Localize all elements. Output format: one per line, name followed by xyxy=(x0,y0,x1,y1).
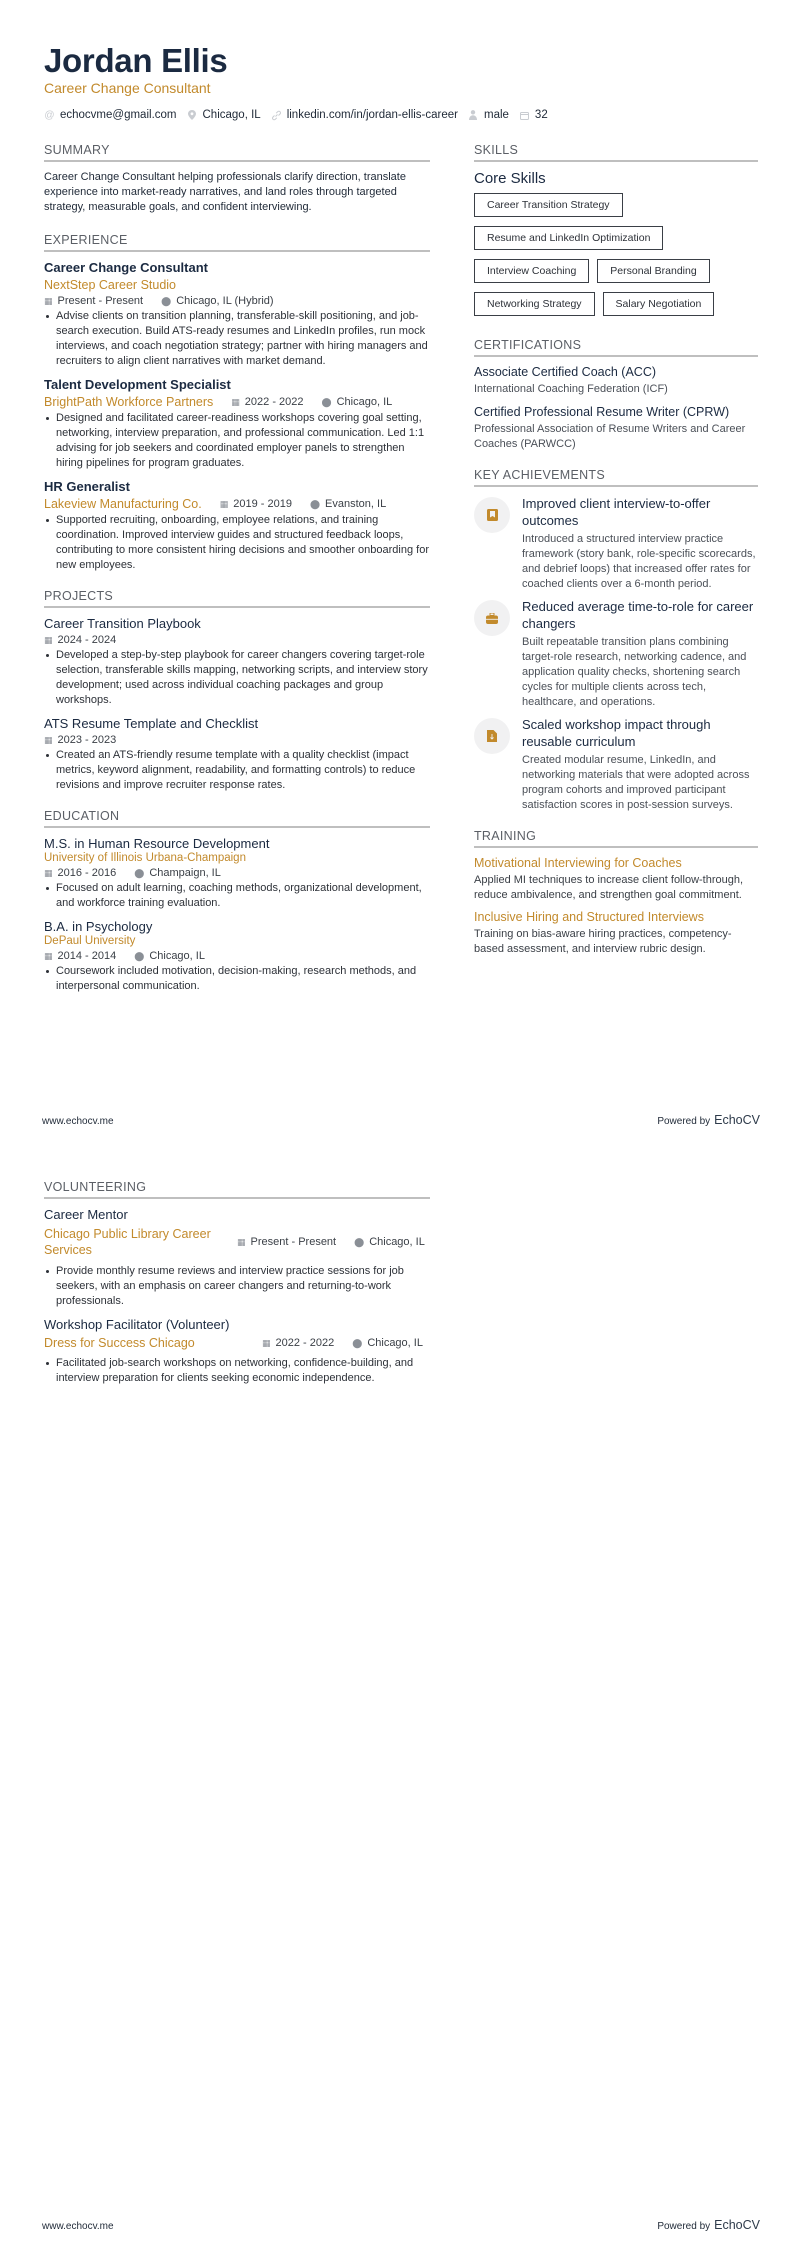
job-meta xyxy=(44,295,430,307)
school: DePaul University xyxy=(44,935,136,947)
brand-logo: EchoCV xyxy=(714,1113,760,1127)
contact-bar xyxy=(44,109,548,121)
volunteer-dates: 2022 - 2022 xyxy=(275,1337,335,1349)
candidate-name: Jordan Ellis xyxy=(44,42,228,79)
calendar-icon: ▦ xyxy=(44,634,53,645)
experience-item xyxy=(44,260,430,369)
location-pin-icon: ⬤ xyxy=(354,1236,365,1247)
section-title-experience: EXPERIENCE xyxy=(44,233,430,252)
calendar-icon: ▦ xyxy=(237,1236,246,1247)
degree: B.A. in Psychology xyxy=(44,919,153,934)
achievement-desc: Created modular resume, LinkedIn, and networking materials that were adopted across program cohorts and improved participant satisfaction scores in post-session surveys. xyxy=(522,754,750,811)
volunteer-org-meta xyxy=(44,1226,430,1258)
achievement-item xyxy=(474,716,758,813)
project-bullet: Created an ATS-friendly resume template with a quality checklist (impact metrics, keyword alignment, readability, and formatting controls) to reduce revisions and improve recruiter response rates. xyxy=(44,748,430,793)
project-bullet: Developed a step-by-step playbook for career changers covering target-role selection, transferable skills mapping, networking scripts, and interview story development; used across individual coaching packages and group workshops. xyxy=(44,648,430,708)
candidate-headline: Career Change Consultant xyxy=(44,80,211,96)
job-role: Talent Development Specialist xyxy=(44,377,231,392)
project-item xyxy=(44,616,430,708)
contact-email-text: echocvme@gmail.com xyxy=(60,109,177,121)
achievement-desc: Built repeatable transition plans combining target-role research, networking cadence, and application quality checks, shortening search cycles for multiple clients across tech, healthcare, and operations. xyxy=(522,636,747,708)
achievement-item xyxy=(474,598,758,710)
volunteer-location: Chicago, IL xyxy=(367,1337,423,1349)
achievement-title: Reduced average time-to-role for career changers xyxy=(522,599,754,631)
volunteer-org-meta xyxy=(44,1336,430,1350)
resume-page-2 xyxy=(0,1123,794,2246)
person-icon xyxy=(468,110,479,120)
job-role: Career Change Consultant xyxy=(44,260,208,275)
education-meta xyxy=(44,867,430,879)
skill-chip: Personal Branding xyxy=(597,259,709,283)
contact-location-text: Chicago, IL xyxy=(202,109,261,121)
section-title-projects: PROJECTS xyxy=(44,589,430,608)
cert-issuer: International Coaching Federation (ICF) xyxy=(474,383,668,395)
section-title-education: EDUCATION xyxy=(44,809,430,828)
education-location: Champaign, IL xyxy=(149,867,221,879)
location-pin-icon: ⬤ xyxy=(134,950,145,961)
summary-text: Career Change Consultant helping professionals clarify direction, translate experience into market-ready narratives, and land roles through targeted strategy, measurable goals, and confident interviewing. xyxy=(44,171,406,213)
projects-section xyxy=(44,589,430,793)
education-item xyxy=(44,919,430,994)
volunteer-org: Chicago Public Library Career Services xyxy=(44,1227,211,1257)
job-dates: 2019 - 2019 xyxy=(233,498,292,510)
project-item xyxy=(44,716,430,793)
summary-section xyxy=(44,143,430,215)
left-column-page-2 xyxy=(44,1180,430,1400)
experience-item xyxy=(44,377,430,471)
location-pin-icon: ⬤ xyxy=(134,867,145,878)
job-location: Evanston, IL xyxy=(325,498,387,510)
calendar-icon: ▦ xyxy=(262,1337,271,1348)
job-role: HR Generalist xyxy=(44,479,130,494)
contact-linkedin-text: linkedin.com/in/jordan-ellis-career xyxy=(286,109,458,121)
link-icon xyxy=(271,110,282,121)
right-column xyxy=(474,143,758,971)
training-name: Inclusive Hiring and Structured Interviews xyxy=(474,910,704,924)
calendar-icon: ▦ xyxy=(231,396,240,407)
cert-issuer: Professional Association of Resume Writers and Career Coaches (PARWCC) xyxy=(474,423,746,450)
experience-item xyxy=(44,479,430,573)
section-title-volunteering: VOLUNTEERING xyxy=(44,1180,430,1199)
project-meta xyxy=(44,734,430,746)
calendar-icon: ▦ xyxy=(44,734,53,745)
contact-age-text: 32 xyxy=(534,109,548,121)
training-desc: Applied MI techniques to increase client follow-through, reduce ambivalence, and strengthen goal commitment. xyxy=(474,874,744,901)
job-org-meta xyxy=(44,497,430,511)
certifications-section xyxy=(474,338,758,452)
calendar-icon: ▦ xyxy=(44,950,53,961)
project-dates: 2023 - 2023 xyxy=(57,734,117,746)
calendar-icon xyxy=(519,111,530,120)
location-pin-icon: ⬤ xyxy=(321,396,332,407)
project-meta xyxy=(44,634,430,646)
education-item xyxy=(44,836,430,911)
job-bullet: Supported recruiting, onboarding, employee relations, and training coordination. Improved interview guides and structured feedback loops, contributing to more consistent hiring decisions and smoother onboarding for new employees. xyxy=(44,513,430,573)
volunteer-bullet: Facilitated job-search workshops on networking, confidence-building, and interview preparation for clients seeking economic independence. xyxy=(44,1356,430,1386)
job-location: Chicago, IL xyxy=(336,396,393,408)
section-title-skills: SKILLS xyxy=(474,143,758,162)
document-icon xyxy=(474,718,510,754)
education-meta xyxy=(44,950,430,962)
achievement-title: Scaled workshop impact through reusable curriculum xyxy=(522,717,711,749)
volunteer-bullet: Provide monthly resume reviews and interview practice sessions for job seekers, with an emphasis on career changers and returning-to-work professionals. xyxy=(44,1264,430,1309)
location-pin-icon: ⬤ xyxy=(161,295,172,306)
volunteer-dates: Present - Present xyxy=(250,1236,337,1248)
footer-website[interactable]: www.echocv.me xyxy=(42,2221,114,2232)
achievement-title: Improved client interview-to-offer outcomes xyxy=(522,496,711,528)
contact-gender-text: male xyxy=(483,109,509,121)
section-title-training: TRAINING xyxy=(474,829,758,848)
training-name: Motivational Interviewing for Coaches xyxy=(474,856,682,870)
contact-gender xyxy=(468,109,509,121)
section-title-achievements: KEY ACHIEVEMENTS xyxy=(474,468,758,487)
skills-list xyxy=(474,193,758,316)
job-dates: 2022 - 2022 xyxy=(244,396,304,408)
education-location: Chicago, IL xyxy=(149,950,205,962)
cert-name: Certified Professional Resume Writer (CPRW) xyxy=(474,405,730,419)
section-title-summary: SUMMARY xyxy=(44,143,430,162)
volunteer-item xyxy=(44,1317,430,1386)
at-icon: @ xyxy=(44,109,55,121)
education-bullet: Coursework included motivation, decision-making, research methods, and interpersonal communication. xyxy=(44,964,430,994)
location-pin-icon: ⬤ xyxy=(352,1337,363,1348)
skill-chip: Interview Coaching xyxy=(474,259,589,283)
achievement-item xyxy=(474,495,758,592)
education-section xyxy=(44,809,430,994)
volunteer-org: Dress for Success Chicago xyxy=(44,1336,195,1350)
job-dates: Present - Present xyxy=(57,295,144,307)
calendar-icon: ▦ xyxy=(44,295,53,306)
achievements-section xyxy=(474,468,758,813)
skills-section xyxy=(474,143,758,316)
calendar-icon: ▦ xyxy=(219,498,229,509)
training-section xyxy=(474,829,758,957)
powered-by-label: Powered by xyxy=(657,1116,711,1127)
job-company: Lakeview Manufacturing Co. xyxy=(44,497,202,511)
job-bullet: Designed and facilitated career-readiness workshops covering goal setting, networking, interview preparation, and professional communication. Led 1:1 advising for job seekers and coordinated employer panels to strengthen hiring pipelines for program graduates. xyxy=(44,411,430,471)
brand-logo: EchoCV xyxy=(714,2218,760,2232)
job-company: BrightPath Workforce Partners xyxy=(44,395,214,409)
project-name: ATS Resume Template and Checklist xyxy=(44,716,259,731)
location-pin-icon: ⬤ xyxy=(309,498,321,509)
volunteer-item xyxy=(44,1207,430,1309)
job-location: Chicago, IL (Hybrid) xyxy=(176,295,274,307)
education-dates: 2016 - 2016 xyxy=(57,867,117,879)
school: University of Illinois Urbana-Champaign xyxy=(44,852,246,864)
project-name: Career Transition Playbook xyxy=(44,616,201,631)
volunteer-location: Chicago, IL xyxy=(369,1236,425,1248)
skill-chip: Networking Strategy xyxy=(474,292,595,316)
left-column xyxy=(44,143,430,1008)
experience-section xyxy=(44,233,430,573)
footer-powered-by xyxy=(657,2218,760,2232)
volunteer-role: Workshop Facilitator (Volunteer) xyxy=(44,1317,230,1332)
contact-age xyxy=(519,109,548,121)
education-bullet: Focused on adult learning, coaching methods, organizational development, and workforce training evaluation. xyxy=(44,881,430,911)
project-dates: 2024 - 2024 xyxy=(57,634,117,646)
volunteer-role: Career Mentor xyxy=(44,1207,128,1222)
skill-chip: Resume and LinkedIn Optimization xyxy=(474,226,663,250)
calendar-icon: ▦ xyxy=(44,867,53,878)
contact-linkedin[interactable] xyxy=(271,109,458,121)
cert-name: Associate Certified Coach (ACC) xyxy=(474,365,657,379)
bookmark-icon xyxy=(474,497,510,533)
skill-chip: Career Transition Strategy xyxy=(474,193,623,217)
degree: M.S. in Human Resource Development xyxy=(44,836,270,851)
briefcase-icon xyxy=(474,600,510,636)
job-org-meta xyxy=(44,395,430,409)
education-dates: 2014 - 2014 xyxy=(57,950,117,962)
footer-website[interactable]: www.echocv.me xyxy=(42,1116,114,1127)
job-bullet: Advise clients on transition planning, transferable-skill positioning, and job-search execution. Build ATS-ready resumes and LinkedIn profiles, run mock interviews, and coach negotiation strategy; partner with hiring managers and recruiters to align client narratives with market demand. xyxy=(44,309,430,369)
contact-email[interactable] xyxy=(44,109,177,121)
achievement-desc: Introduced a structured interview practice framework (story bank, role-specific scorecards, and debrief loops) that increased offer rates for coached clients over a 6-month period. xyxy=(522,533,756,590)
section-title-certifications: CERTIFICATIONS xyxy=(474,338,758,357)
location-pin-icon xyxy=(187,110,198,120)
contact-location xyxy=(187,109,261,121)
skill-chip: Salary Negotiation xyxy=(603,292,715,316)
skills-group-title: Core Skills xyxy=(474,170,546,187)
job-company: NextStep Career Studio xyxy=(44,278,177,292)
powered-by-label: Powered by xyxy=(657,2221,711,2232)
training-desc: Training on bias-aware hiring practices, competency-based assessment, and interview rubric design. xyxy=(474,928,732,955)
volunteering-section xyxy=(44,1180,430,1386)
